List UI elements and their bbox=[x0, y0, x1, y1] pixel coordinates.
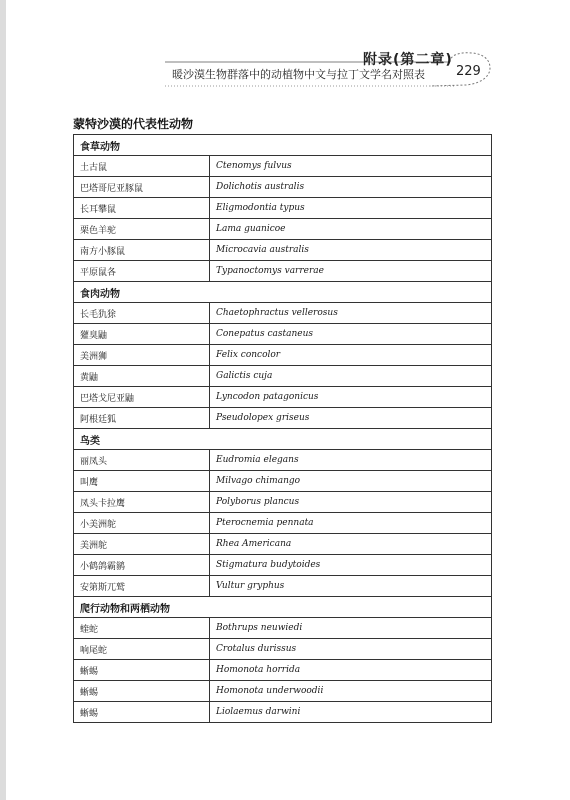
section-title: 蒙特沙漠的代表性动物 bbox=[73, 117, 194, 131]
species-table bbox=[73, 134, 492, 723]
category-label: 鸟类 bbox=[74, 429, 492, 450]
chinese-name: 黄鼬 bbox=[74, 366, 210, 387]
table-row bbox=[74, 660, 492, 681]
category-row bbox=[74, 135, 492, 156]
table-row bbox=[74, 408, 492, 429]
latin-name: Eligmodontia typus bbox=[210, 198, 492, 219]
latin-name: Crotalus durissus bbox=[210, 639, 492, 660]
latin-name: Bothrups neuwiedi bbox=[210, 618, 492, 639]
table-row bbox=[74, 177, 492, 198]
chinese-name: 蜥蜴 bbox=[74, 681, 210, 702]
chinese-name: 美洲狮 bbox=[74, 345, 210, 366]
chinese-name: 叫鹰 bbox=[74, 471, 210, 492]
page-edge-shadow bbox=[0, 0, 6, 800]
latin-name: Eudromia elegans bbox=[210, 450, 492, 471]
chinese-name: 巴塔戈尼亚鼬 bbox=[74, 387, 210, 408]
table-row bbox=[74, 324, 492, 345]
table-row bbox=[74, 681, 492, 702]
latin-name: Vultur gryphus bbox=[210, 576, 492, 597]
table-row bbox=[74, 450, 492, 471]
chinese-name: 长耳攀鼠 bbox=[74, 198, 210, 219]
latin-name: Lyncodon patagonicus bbox=[210, 387, 492, 408]
chinese-name: 阿根廷狐 bbox=[74, 408, 210, 429]
chinese-name: 响尾蛇 bbox=[74, 639, 210, 660]
latin-name: Ctenomys fulvus bbox=[210, 156, 492, 177]
latin-name: Homonota underwoodii bbox=[210, 681, 492, 702]
latin-name: Homonota horrida bbox=[210, 660, 492, 681]
latin-name: Pseudolopex griseus bbox=[210, 408, 492, 429]
appendix-title: 附录(第二章) bbox=[363, 52, 453, 68]
chinese-name: 小美洲鸵 bbox=[74, 513, 210, 534]
latin-name: Conepatus castaneus bbox=[210, 324, 492, 345]
table-row bbox=[74, 492, 492, 513]
category-row bbox=[74, 282, 492, 303]
latin-name: Stigmatura budytoides bbox=[210, 555, 492, 576]
table-row bbox=[74, 198, 492, 219]
latin-name: Lama guanicoe bbox=[210, 219, 492, 240]
chinese-name: 蜥蜴 bbox=[74, 702, 210, 723]
table-row bbox=[74, 345, 492, 366]
chinese-name: 獾臭鼬 bbox=[74, 324, 210, 345]
table-row bbox=[74, 219, 492, 240]
category-label: 食肉动物 bbox=[74, 282, 492, 303]
latin-name: Galictis cuja bbox=[210, 366, 492, 387]
chinese-name: 平原鼠各 bbox=[74, 261, 210, 282]
chinese-name: 长毛犰狳 bbox=[74, 303, 210, 324]
latin-name: Dolichotis australis bbox=[210, 177, 492, 198]
chinese-name: 蝰蛇 bbox=[74, 618, 210, 639]
table-row bbox=[74, 639, 492, 660]
category-row bbox=[74, 429, 492, 450]
chinese-name: 蜥蜴 bbox=[74, 660, 210, 681]
latin-name: Pterocnemia pennata bbox=[210, 513, 492, 534]
table-row bbox=[74, 366, 492, 387]
running-header: 暖沙漠生物群落中的动植物中文与拉丁文学名对照表 bbox=[172, 68, 425, 81]
header-decoration bbox=[0, 0, 570, 100]
table-row bbox=[74, 240, 492, 261]
chinese-name: 安第斯兀鹫 bbox=[74, 576, 210, 597]
table-row bbox=[74, 618, 492, 639]
chinese-name: 小鹤鸽霸鹟 bbox=[74, 555, 210, 576]
latin-name: Felix concolor bbox=[210, 345, 492, 366]
chinese-name: 土古鼠 bbox=[74, 156, 210, 177]
chinese-name: 南方小豚鼠 bbox=[74, 240, 210, 261]
chinese-name: 巴塔哥尼亚豚鼠 bbox=[74, 177, 210, 198]
chinese-name: 美洲鸵 bbox=[74, 534, 210, 555]
chinese-name: 丽凤头 bbox=[74, 450, 210, 471]
latin-name: Rhea Americana bbox=[210, 534, 492, 555]
latin-name: Chaetophractus vellerosus bbox=[210, 303, 492, 324]
latin-name: Typanoctomys varrerae bbox=[210, 261, 492, 282]
table-row bbox=[74, 387, 492, 408]
table-row bbox=[74, 702, 492, 723]
category-row bbox=[74, 597, 492, 618]
table-row bbox=[74, 471, 492, 492]
category-label: 食草动物 bbox=[74, 135, 492, 156]
table-row bbox=[74, 156, 492, 177]
latin-name: Polyborus plancus bbox=[210, 492, 492, 513]
table-row bbox=[74, 261, 492, 282]
chinese-name: 凤头卡拉鹰 bbox=[74, 492, 210, 513]
chinese-name: 栗色羊驼 bbox=[74, 219, 210, 240]
table-row bbox=[74, 303, 492, 324]
table-row bbox=[74, 555, 492, 576]
table-row bbox=[74, 534, 492, 555]
latin-name: Liolaemus darwini bbox=[210, 702, 492, 723]
category-label: 爬行动物和两栖动物 bbox=[74, 597, 492, 618]
latin-name: Milvago chimango bbox=[210, 471, 492, 492]
page-number: 229 bbox=[456, 64, 481, 79]
table-row bbox=[74, 576, 492, 597]
table-row bbox=[74, 513, 492, 534]
latin-name: Microcavia australis bbox=[210, 240, 492, 261]
